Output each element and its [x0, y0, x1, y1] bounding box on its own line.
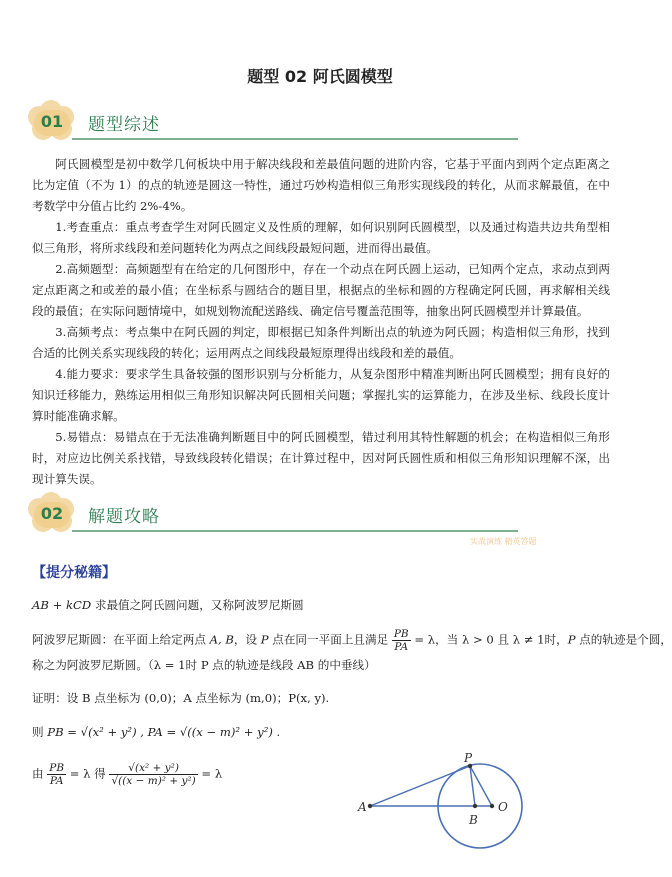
section-title: 解题攻略 — [88, 507, 160, 527]
tips-line-1 — [32, 597, 304, 613]
definition-line-2: 称之为阿波罗尼斯圆。（λ = 1时 P 点的轨迹是线段 AB 的中垂线） — [32, 658, 376, 672]
overview-point-2: 2.高频题型：高频题型有在给定的几何图形中，存在一个动点在阿氏圆上运动，已知两个定点，求动点到两定点距离之和或差的最小值；在坐标系与圆结合的题目里，根据点的坐标和圆的方程确定阿氏圆，再求解相关线段的最值；在实际问题情境中，如规划物流配送路线、确定信号覆盖范围等，抽象出阿氏圆模型并计算最值。 — [32, 262, 610, 318]
section-header-overview — [28, 104, 518, 144]
point-A — [368, 804, 372, 808]
by-line — [32, 762, 222, 787]
section-header-strategy — [28, 496, 518, 536]
overview-intro: 阿氏圆模型是初中数学几何板块中用于解决线段和差最值问题的进阶内容，它基于平面内到两个定点距离之比为定值（不为 1）的点的轨迹是圆这一特性，通过巧妙构造相似三角形实现线段的转化，从而求解最值，在中考数学中分值占比约 2%-4%。 — [32, 157, 610, 213]
fraction — [392, 628, 411, 653]
label-P: P — [464, 751, 473, 765]
watermark-text: 实战演练 精英答题 — [470, 537, 537, 546]
formula: PB = √(x² + y²) , PA = √((x − m)² + y²) . — [47, 725, 281, 739]
fraction — [109, 762, 197, 787]
overview-point-1: 1.考查重点：重点考查学生对阿氏圆定义及性质的理解，如何识别阿氏圆模型，以及通过构造共边共角型相似三角形，将所求线段和差问题转化为两点之间线段最短问题，进而得出最值。 — [32, 220, 610, 255]
text: = λ — [197, 766, 223, 781]
text: 则 — [32, 725, 48, 739]
overview-point-5: 5.易错点：易错点在于无法准确判断题目中的阿氏圆模型，错过利用其特性解题的机会；在构造相似三角形时，对应边比例关系找错，导致线段转化错误；在计算过程中，因对阿氏圆性质和相似三角形知识理解不深，出现计算失误。 — [32, 430, 610, 486]
definition-line-1 — [32, 628, 672, 653]
segment-PO — [470, 766, 492, 806]
section-number: 01 — [40, 112, 64, 131]
math: P — [567, 632, 576, 647]
text: = λ 得 — [66, 766, 110, 781]
expression: AB + kCD — [32, 598, 92, 612]
overview-point-4: 4.能力要求：要求学生具备较强的图形识别与分析能力，从复杂图形中精准判断出阿氏圆模型；拥有良好的知识迁移能力，熟练运用相似三角形知识解决阿氏圆相关问题；掌握扎实的运算能力，在涉及坐标、线段长度计算时能准确求解。 — [32, 367, 610, 423]
math: P — [260, 632, 269, 647]
text: 点在同一平面上且满足 — [268, 632, 392, 647]
text: 由 — [32, 766, 48, 781]
text: 求最值之阿氏圆问题，又称阿波罗尼斯圆 — [91, 598, 304, 612]
numerator: √(x² + y²) — [109, 762, 197, 775]
section-number: 02 — [40, 504, 64, 523]
label-O: O — [498, 800, 508, 814]
tips-heading: 【提分秘籍】 — [32, 565, 116, 581]
text: 点的轨迹是个圆， — [575, 632, 672, 647]
section-divider — [72, 138, 518, 140]
overview-body — [32, 154, 610, 490]
label-A: A — [358, 800, 367, 814]
apollonius-circle-figure — [350, 750, 550, 860]
denominator: √((x − m)² + y²) — [111, 775, 196, 787]
page-title: 题型 02 阿氏圆模型 — [247, 67, 393, 86]
math: A, B — [209, 632, 234, 647]
segment-PB — [470, 766, 475, 806]
proof-line: 证明：设 B 点坐标为 (0,0)；A 点坐标为 (m,0)；P(x, y). — [32, 691, 330, 705]
point-B — [473, 804, 477, 808]
numerator: PB — [49, 762, 65, 774]
label-B: B — [469, 813, 478, 827]
overview-point-3: 3.高频考点：考点集中在阿氏圆的判定，即根据已知条件判断出点的轨迹为阿氏圆；构造相似三角形，找到合适的比例关系实现线段的转化；运用两点之间线段最短原理得出线段和差的最值。 — [32, 325, 610, 360]
section-title: 题型综述 — [88, 115, 160, 135]
point-O — [490, 804, 494, 808]
then-line — [32, 724, 280, 740]
denominator: PA — [394, 641, 409, 653]
fraction — [47, 762, 66, 787]
section-divider — [72, 530, 518, 532]
text: ，设 — [233, 632, 261, 647]
segment-AP — [370, 766, 470, 806]
text: = λ，当 λ > 0 且 λ ≠ 1时， — [410, 632, 568, 647]
numerator: PB — [393, 628, 409, 640]
text: 阿波罗尼斯圆：在平面上给定两点 — [32, 632, 210, 647]
denominator: PA — [49, 775, 64, 787]
